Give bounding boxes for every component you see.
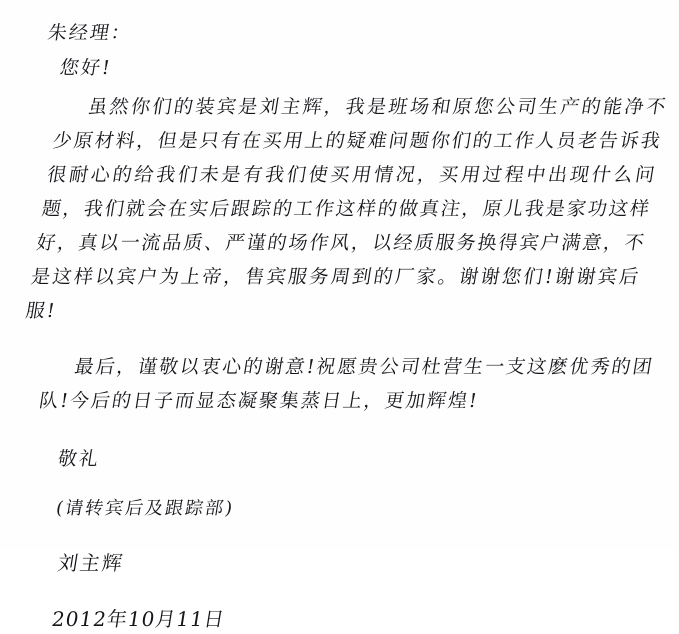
letter-routing-note: (请转宾后及跟踪部)	[54, 498, 236, 519]
letter-greeting: 您好!	[58, 57, 114, 79]
letter-signature: 刘主辉	[56, 551, 126, 575]
letter-paragraph-2: 最后，谨敬以衷心的谢意!祝愿贵公司杜营生一支这麽优秀的团队!今后的日子而显态凝聚集蒸日上，更加辉煌!	[37, 356, 656, 412]
letter-date: 2012年10月11日	[50, 607, 227, 631]
letter-salutation: 朱经理：	[46, 22, 134, 44]
letter-paragraph-1: 虽然你们的装宾是刘主辉，我是班场和原您公司生产的能净不少原材料，但是只有在买用上的疑难问题你们的工作人员老告诉我很耐心的给我们未是有我们使买用情况，买用过程中出现什么问题，我们就会在实后跟踪的工作这样的做真注，原儿我是家功这样好，真以一流品质、严谨的场作风，以经质服务换得宾户满意，不是这样以宾户为上帝，售宾服务周到的厂家。谢谢您们!谢谢宾后服!	[24, 96, 669, 322]
letter-closing: 敬礼	[56, 448, 102, 470]
